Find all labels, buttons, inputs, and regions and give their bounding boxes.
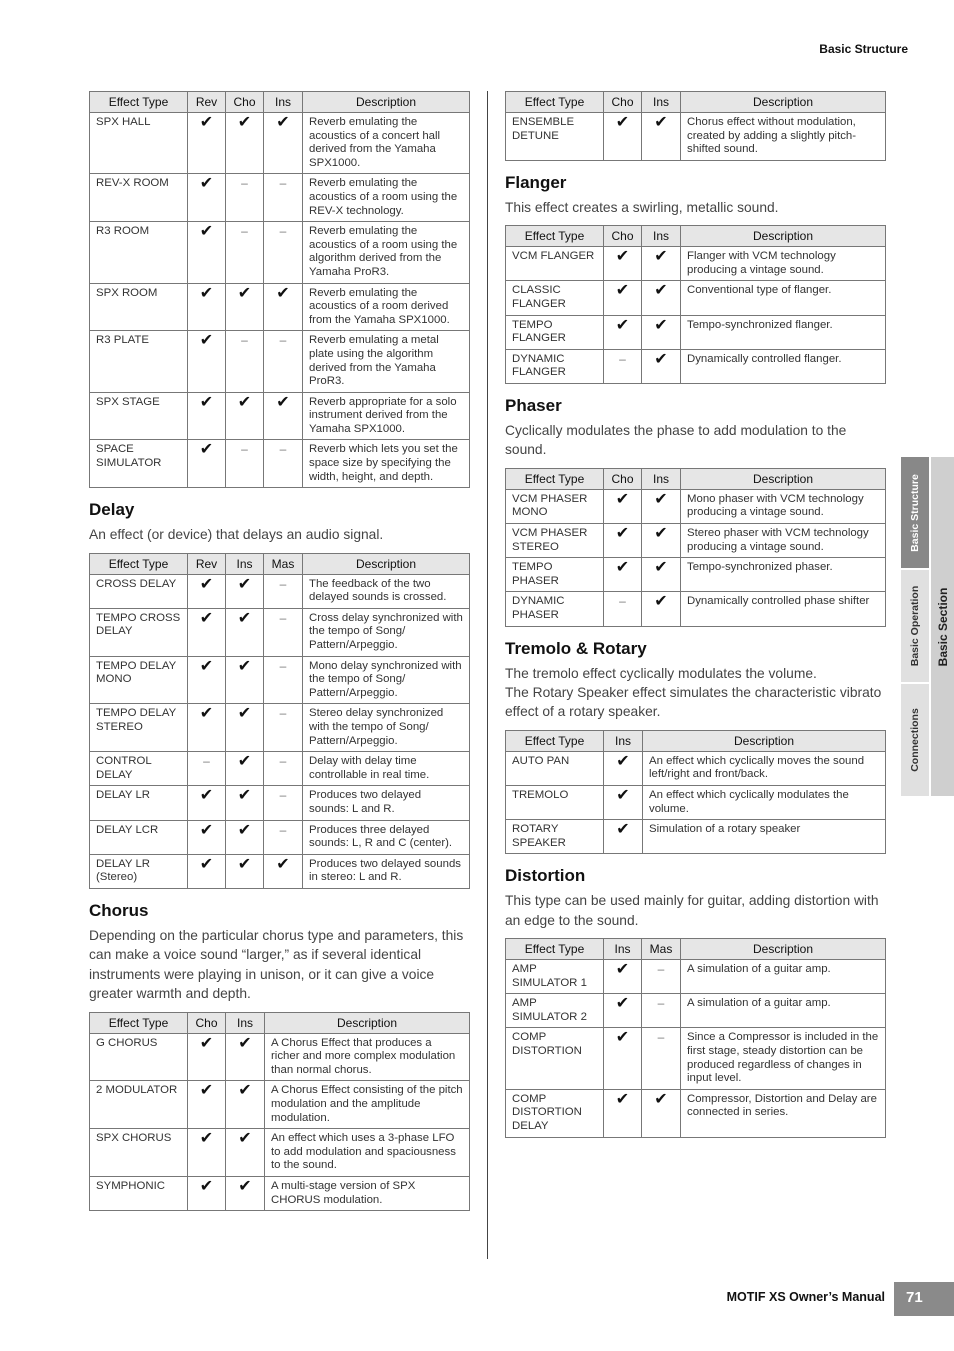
check-icon: ✔ (604, 751, 643, 785)
check-icon: ✔ (604, 315, 642, 349)
table-row (90, 574, 470, 608)
description-cell: Mono delay synchronized with the tempo of Song/ Pattern/Arpeggio. (303, 656, 470, 704)
effect-type-cell: TEMPO DELAY MONO (90, 656, 188, 704)
column-header: Effect Type (506, 226, 604, 247)
tab-basic-structure[interactable] (901, 457, 929, 568)
tab-basic-operation-label: Basic Operation (909, 585, 921, 667)
dash-mark: – (604, 349, 642, 383)
effect-type-cell: REV-X ROOM (90, 174, 188, 222)
table-row (90, 608, 470, 656)
check-icon: ✔ (226, 283, 264, 331)
dash-mark: – (226, 440, 264, 488)
check-icon: ✔ (188, 440, 226, 488)
description-cell: A multi-stage version of SPX CHORUS modulation. (265, 1176, 470, 1210)
check-icon: ✔ (188, 1033, 226, 1081)
effect-type-cell: DYNAMIC PHASER (506, 592, 604, 626)
check-icon: ✔ (226, 1176, 265, 1210)
chorus-table (89, 1012, 470, 1212)
description-cell: Mono phaser with VCM technology producing a vintage sound. (681, 489, 886, 523)
dash-mark: – (264, 656, 303, 704)
description-cell: Reverb which lets you set the space size by specifying the width, height, and depth. (303, 440, 470, 488)
description-cell: Reverb emulating the acoustics of a room derived from the Yamaha SPX1000. (303, 283, 470, 331)
effect-type-cell: R3 PLATE (90, 331, 188, 392)
check-icon: ✔ (226, 1129, 265, 1177)
dash-mark: – (264, 574, 303, 608)
column-header: Effect Type (90, 1012, 188, 1033)
dash-mark: – (264, 704, 303, 752)
effect-type-cell: VCM PHASER MONO (506, 489, 604, 523)
effect-type-cell: COMP DISTORTION DELAY (506, 1089, 604, 1137)
column-header: Effect Type (90, 553, 188, 574)
delay-table (89, 553, 470, 889)
check-icon: ✔ (226, 786, 264, 820)
table-row (90, 786, 470, 820)
column-header: Rev (188, 92, 226, 113)
description-cell: Stereo delay synchronized with the tempo of Song/ Pattern/Arpeggio. (303, 704, 470, 752)
description-cell: Tempo-synchronized phaser. (681, 558, 886, 592)
column-header: Ins (604, 939, 642, 960)
effect-type-cell: ENSEMBLE DETUNE (506, 113, 604, 161)
check-icon: ✔ (226, 820, 264, 854)
column-header: Mas (264, 553, 303, 574)
effect-type-cell: TEMPO CROSS DELAY (90, 608, 188, 656)
effect-type-cell: CROSS DELAY (90, 574, 188, 608)
description-cell: Simulation of a rotary speaker (643, 820, 886, 854)
effect-type-cell: SPX CHORUS (90, 1129, 188, 1177)
column-header: Rev (188, 553, 226, 574)
tab-connections-label: Connections (909, 708, 921, 772)
check-icon: ✔ (642, 592, 681, 626)
manual-title: MOTIF XS Owner’s Manual (726, 1290, 885, 1304)
table-row (506, 247, 886, 281)
tab-basic-section-label: Basic Section (935, 587, 950, 666)
effect-type-cell: AMP SIMULATOR 2 (506, 994, 604, 1028)
running-header: Basic Structure (819, 42, 908, 56)
description-cell: Conventional type of flanger. (681, 281, 886, 315)
check-icon: ✔ (264, 113, 303, 174)
table-row (506, 558, 886, 592)
table-row (90, 174, 470, 222)
distortion-heading: Distortion (505, 866, 586, 886)
column-header: Cho (604, 226, 642, 247)
description-cell: Reverb appropriate for a solo instrument derived from the Yamaha SPX1000. (303, 392, 470, 440)
chorus-continued-table (505, 91, 886, 161)
effect-type-cell: R3 ROOM (90, 222, 188, 283)
table-row (506, 960, 886, 994)
check-icon: ✔ (188, 392, 226, 440)
description-cell: Tempo-synchronized flanger. (681, 315, 886, 349)
tremolo-intro (505, 664, 886, 722)
table-row (506, 523, 886, 557)
table-row (90, 440, 470, 488)
table-row (506, 349, 886, 383)
table-row (90, 820, 470, 854)
tab-basic-structure-label: Basic Structure (909, 473, 921, 552)
table-row (90, 331, 470, 392)
description-cell: A Chorus Effect consisting of the pitch modulation and the amplitude modulation. (265, 1081, 470, 1129)
table-row (506, 751, 886, 785)
column-header: Description (265, 1012, 470, 1033)
table-row (90, 1129, 470, 1177)
effect-type-cell: TEMPO DELAY STEREO (90, 704, 188, 752)
description-cell: A simulation of a guitar amp. (681, 994, 886, 1028)
check-icon: ✔ (264, 392, 303, 440)
check-icon: ✔ (604, 281, 642, 315)
check-icon: ✔ (188, 222, 226, 283)
check-icon: ✔ (264, 854, 303, 888)
effect-type-cell: 2 MODULATOR (90, 1081, 188, 1129)
column-header: Cho (188, 1012, 226, 1033)
check-icon: ✔ (604, 820, 643, 854)
flanger-table (505, 225, 886, 384)
column-header: Mas (642, 939, 681, 960)
column-header: Ins (264, 92, 303, 113)
tab-basic-section[interactable] (931, 457, 954, 796)
check-icon: ✔ (642, 113, 681, 161)
column-header: Ins (642, 226, 681, 247)
column-header: Effect Type (90, 92, 188, 113)
check-icon: ✔ (604, 785, 643, 819)
check-icon: ✔ (188, 113, 226, 174)
tab-connections[interactable] (901, 684, 929, 796)
table-row (90, 1176, 470, 1210)
check-icon: ✔ (226, 574, 264, 608)
dash-mark: – (642, 994, 681, 1028)
effect-type-cell: SPACE SIMULATOR (90, 440, 188, 488)
description-cell: Stereo phaser with VCM technology producing a vintage sound. (681, 523, 886, 557)
tremolo-table (505, 730, 886, 855)
check-icon: ✔ (226, 854, 264, 888)
column-header: Description (303, 553, 470, 574)
tremolo-intro-line1: The tremolo effect cyclically modulates the volume. (505, 665, 817, 681)
check-icon: ✔ (188, 174, 226, 222)
check-icon: ✔ (188, 608, 226, 656)
description-cell: An effect which cyclically moves the sound left/right and front/back. (643, 751, 886, 785)
effect-type-cell: TEMPO FLANGER (506, 315, 604, 349)
column-header: Ins (642, 92, 681, 113)
dash-mark: – (264, 440, 303, 488)
description-cell: Cross delay synchronized with the tempo of Song/ Pattern/Arpeggio. (303, 608, 470, 656)
description-cell: Dynamically controlled phase shifter (681, 592, 886, 626)
effect-type-cell: VCM PHASER STEREO (506, 523, 604, 557)
description-cell: Produces three delayed sounds: L, R and C (center). (303, 820, 470, 854)
dash-mark: – (642, 960, 681, 994)
table-row (506, 1089, 886, 1137)
column-header: Cho (604, 468, 642, 489)
effect-type-cell: DYNAMIC FLANGER (506, 349, 604, 383)
check-icon: ✔ (188, 574, 226, 608)
check-icon: ✔ (604, 523, 642, 557)
effect-type-cell: SYMPHONIC (90, 1176, 188, 1210)
tab-basic-operation[interactable] (901, 570, 929, 682)
delay-intro: An effect (or device) that delays an audio signal. (89, 527, 384, 543)
column-header: Effect Type (506, 468, 604, 489)
effect-type-cell: VCM FLANGER (506, 247, 604, 281)
table-row (90, 752, 470, 786)
table-row (90, 222, 470, 283)
check-icon: ✔ (226, 113, 264, 174)
check-icon: ✔ (188, 786, 226, 820)
phaser-heading: Phaser (505, 395, 562, 415)
phaser-table (505, 468, 886, 627)
effect-type-cell: COMP DISTORTION (506, 1028, 604, 1089)
check-icon: ✔ (642, 315, 681, 349)
left-column (89, 91, 470, 1211)
column-header: Description (303, 92, 470, 113)
table-row (90, 392, 470, 440)
table-row (90, 854, 470, 888)
column-header: Description (681, 92, 886, 113)
column-header: Effect Type (506, 92, 604, 113)
table-row (506, 785, 886, 819)
table-row (506, 820, 886, 854)
table-row (506, 592, 886, 626)
check-icon: ✔ (188, 331, 226, 392)
flanger-heading: Flanger (505, 172, 567, 192)
distortion-table (505, 938, 886, 1138)
check-icon: ✔ (642, 349, 681, 383)
effect-type-cell: TEMPO PHASER (506, 558, 604, 592)
dash-mark: – (264, 820, 303, 854)
tremolo-heading: Tremolo & Rotary (505, 638, 647, 658)
table-row (90, 283, 470, 331)
table-row (506, 489, 886, 523)
check-icon: ✔ (642, 558, 681, 592)
check-icon: ✔ (188, 854, 226, 888)
description-cell: Delay with delay time controllable in real time. (303, 752, 470, 786)
description-cell: Compressor, Distortion and Delay are connected in series. (681, 1089, 886, 1137)
page-number: 71 (894, 1282, 954, 1316)
right-column (505, 91, 886, 1138)
column-header: Ins (604, 730, 643, 751)
column-header: Effect Type (506, 939, 604, 960)
tremolo-intro-line2: The Rotary Speaker effect simulates the characteristic vibrato effect of a rotary speaker. (505, 684, 882, 720)
dash-mark: – (188, 752, 226, 786)
column-header: Description (681, 468, 886, 489)
dash-mark: – (264, 786, 303, 820)
delay-heading: Delay (89, 500, 135, 520)
dash-mark: – (226, 222, 264, 283)
check-icon: ✔ (188, 656, 226, 704)
check-icon: ✔ (226, 704, 264, 752)
flanger-intro: This effect creates a swirling, metallic sound. (505, 199, 779, 215)
check-icon: ✔ (188, 704, 226, 752)
check-icon: ✔ (188, 283, 226, 331)
dash-mark: – (264, 608, 303, 656)
check-icon: ✔ (226, 1033, 265, 1081)
check-icon: ✔ (264, 283, 303, 331)
check-icon: ✔ (604, 247, 642, 281)
description-cell: Produces two delayed sounds in stereo: L and R. (303, 854, 470, 888)
column-header: Cho (226, 92, 264, 113)
dash-mark: – (226, 174, 264, 222)
description-cell: Since a Compressor is included in the first stage, steady distortion can be produced regardless of changes in input level. (681, 1028, 886, 1089)
table-row (506, 113, 886, 161)
description-cell: An effect which cyclically modulates the volume. (643, 785, 886, 819)
description-cell: Reverb emulating a metal plate using the algorithm derived from the Yamaha ProR3. (303, 331, 470, 392)
description-cell: A simulation of a guitar amp. (681, 960, 886, 994)
table-row (506, 1028, 886, 1089)
check-icon: ✔ (604, 113, 642, 161)
effect-type-cell: TREMOLO (506, 785, 604, 819)
effect-type-cell: SPX STAGE (90, 392, 188, 440)
effect-type-cell: SPX HALL (90, 113, 188, 174)
description-cell: Produces two delayed sounds: L and R. (303, 786, 470, 820)
dash-mark: – (264, 174, 303, 222)
effect-type-cell: DELAY LCR (90, 820, 188, 854)
description-cell: Reverb emulating the acoustics of a room using the algorithm derived from the Yamaha ProR3. (303, 222, 470, 283)
check-icon: ✔ (226, 656, 264, 704)
check-icon: ✔ (642, 1089, 681, 1137)
table-row (506, 315, 886, 349)
check-icon: ✔ (604, 960, 642, 994)
table-row (506, 281, 886, 315)
check-icon: ✔ (604, 1028, 642, 1089)
check-icon: ✔ (642, 489, 681, 523)
effect-type-cell: AMP SIMULATOR 1 (506, 960, 604, 994)
description-cell: Flanger with VCM technology producing a vintage sound. (681, 247, 886, 281)
effect-type-cell: G CHORUS (90, 1033, 188, 1081)
check-icon: ✔ (226, 1081, 265, 1129)
effect-type-cell: CONTROL DELAY (90, 752, 188, 786)
column-header: Cho (604, 92, 642, 113)
column-header: Ins (642, 468, 681, 489)
description-cell: A Chorus Effect that produces a richer and more complex modulation than normal chorus. (265, 1033, 470, 1081)
check-icon: ✔ (188, 820, 226, 854)
check-icon: ✔ (604, 994, 642, 1028)
effect-type-cell: AUTO PAN (506, 751, 604, 785)
check-icon: ✔ (226, 752, 264, 786)
column-header: Effect Type (506, 730, 604, 751)
dash-mark: – (642, 1028, 681, 1089)
check-icon: ✔ (642, 247, 681, 281)
description-cell: Reverb emulating the acoustics of a concert hall derived from the Yamaha SPX1000. (303, 113, 470, 174)
effect-type-cell: DELAY LR (90, 786, 188, 820)
reverb-table (89, 91, 470, 488)
phaser-intro: Cyclically modulates the phase to add modulation to the sound. (505, 422, 847, 458)
description-cell: The feedback of the two delayed sounds is crossed. (303, 574, 470, 608)
dash-mark: – (264, 331, 303, 392)
description-cell: An effect which uses a 3-phase LFO to add modulation and spaciousness to the sound. (265, 1129, 470, 1177)
column-header: Ins (226, 1012, 265, 1033)
column-header: Description (681, 226, 886, 247)
check-icon: ✔ (642, 523, 681, 557)
effect-type-cell: CLASSIC FLANGER (506, 281, 604, 315)
check-icon: ✔ (642, 281, 681, 315)
table-row (506, 994, 886, 1028)
check-icon: ✔ (604, 489, 642, 523)
check-icon: ✔ (188, 1176, 226, 1210)
table-row (90, 704, 470, 752)
column-divider (487, 91, 488, 1259)
check-icon: ✔ (604, 1089, 642, 1137)
dash-mark: – (264, 752, 303, 786)
chorus-heading: Chorus (89, 900, 149, 920)
dash-mark: – (264, 222, 303, 283)
check-icon: ✔ (226, 608, 264, 656)
distortion-intro: This type can be used mainly for guitar, adding distortion with an edge to the sound. (505, 893, 879, 928)
effect-type-cell: DELAY LR (Stereo) (90, 854, 188, 888)
chorus-intro: Depending on the particular chorus type and parameters, this can make a voice sound “larger,” as if several identical instruments were playing in unison, or it can give a voice greater warmth and depth. (89, 927, 464, 1002)
column-header: Description (681, 939, 886, 960)
description-cell: Dynamically controlled flanger. (681, 349, 886, 383)
description-cell: Reverb emulating the acoustics of a room using the REV-X technology. (303, 174, 470, 222)
dash-mark: – (226, 331, 264, 392)
table-row (90, 1081, 470, 1129)
table-row (90, 113, 470, 174)
dash-mark: – (604, 592, 642, 626)
check-icon: ✔ (604, 558, 642, 592)
effect-type-cell: SPX ROOM (90, 283, 188, 331)
check-icon: ✔ (226, 392, 264, 440)
table-row (90, 1033, 470, 1081)
check-icon: ✔ (188, 1129, 226, 1177)
column-header: Description (643, 730, 886, 751)
check-icon: ✔ (188, 1081, 226, 1129)
column-header: Ins (226, 553, 264, 574)
effect-type-cell: ROTARY SPEAKER (506, 820, 604, 854)
side-tab-strip (901, 457, 954, 796)
description-cell: Chorus effect without modulation, created by adding a slightly pitch-shifted sound. (681, 113, 886, 161)
table-row (90, 656, 470, 704)
